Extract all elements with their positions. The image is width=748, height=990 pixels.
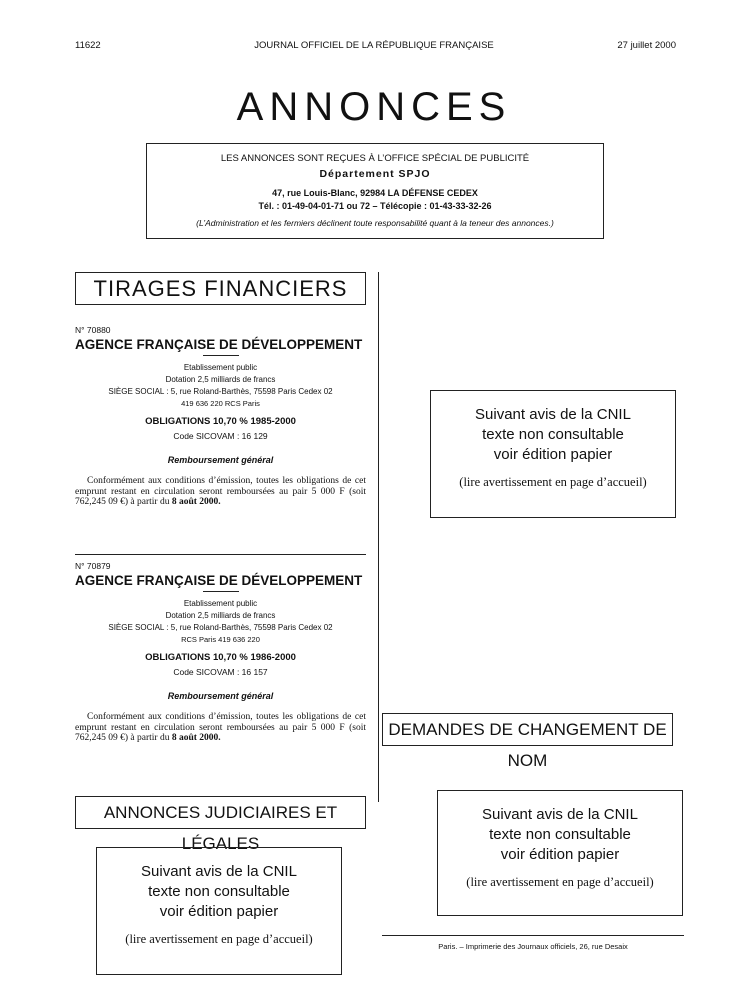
notice-box [146,143,604,239]
notice-address: 47, rue Louis-Blanc, 92984 LA DÉFENSE CEDEX [272,188,478,198]
entry-obligations: OBLIGATIONS 10,70 % 1986-2000 [145,652,296,663]
entry-agency: AGENCE FRANÇAISE DE DÉVELOPPEMENT [75,337,363,352]
entry-agency: AGENCE FRANÇAISE DE DÉVELOPPEMENT [75,573,363,588]
entry-body [75,712,366,744]
cnil-line-1: Suivant avis de la CNIL [482,806,638,823]
entry-body-text: Conformément aux conditions d’émission, toutes les obligations de cet emprunt restant en circulation seront remboursées au pair 5 000 F (soit 762,245 09 €) à partir du [75,476,366,507]
entry-number: N° 70879 [75,561,111,571]
cnil-note: (lire avertissement en page d’accueil) [125,932,313,946]
entry-dotation: Dotation 2,5 milliards de francs [165,611,276,620]
entry-rcs: RCS Paris 419 636 220 [181,635,260,644]
entry-remboursement: Remboursement général [167,455,274,465]
entry-rule [203,591,239,592]
cnil-notice-box [430,390,676,518]
announcement-entry [75,325,366,508]
entry-remboursement: Remboursement général [167,691,274,701]
entry-rule [203,355,239,356]
notice-department: Département SPJO [319,168,431,180]
page-number: 11622 [75,40,101,51]
notice-disclaimer: (L’Administration et les fermiers déclinent toute responsabilité quant à la teneur des annonces.) [196,218,554,228]
section-tirages-financiers: TIRAGES FINANCIERS [75,272,366,305]
entry-separator [75,554,366,555]
cnil-line-2: texte non consultable [489,826,631,843]
issue-date: 27 juillet 2000 [617,40,676,51]
entry-number: N° 70880 [75,325,111,335]
entry-body-date: 8 août 2000. [171,497,221,507]
cnil-line-3: voir édition papier [159,903,279,920]
cnil-note: (lire avertissement en page d’accueil) [459,475,647,489]
notice-phone: Tél. : 01-49-04-01-71 ou 72 – Télécopie : 01-43-33-32-26 [258,201,492,211]
entry-code: Code SICOVAM : 16 129 [173,431,268,441]
section-annonces-judiciaires: ANNONCES JUDICIAIRES ET LÉGALES [75,796,366,829]
cnil-line-1: Suivant avis de la CNIL [475,406,631,423]
cnil-line-3: voir édition papier [493,446,613,463]
entry-status: Etablissement public [183,363,258,372]
entry-status: Etablissement public [183,599,258,608]
notice-line-1: LES ANNONCES SONT REÇUES À L’OFFICE SPÉCIAL DE PUBLICITÉ [220,153,530,164]
cnil-notice-box [437,790,683,916]
cnil-notice-box [96,847,342,975]
section-demandes-changement-nom: DEMANDES DE CHANGEMENT DE NOM [382,713,673,746]
entry-body-date: 8 août 2000. [171,733,221,743]
page-title: ANNONCES [236,85,512,129]
entry-code: Code SICOVAM : 16 157 [173,667,268,677]
footer-rule [382,935,684,936]
entry-dotation: Dotation 2,5 milliards de francs [165,375,276,384]
journal-title: JOURNAL OFFICIEL DE LA RÉPUBLIQUE FRANÇAISE [254,40,494,51]
entry-body [75,476,366,508]
entry-rcs: 419 636 220 RCS Paris [181,399,260,408]
cnil-line-3: voir édition papier [500,846,620,863]
entry-siege: SIÈGE SOCIAL : 5, rue Roland-Barthès, 75598 Paris Cedex 02 [108,623,333,632]
printer-imprint: Paris. – Imprimerie des Journaux officiels, 26, rue Desaix [438,942,628,951]
entry-body-text: Conformément aux conditions d’émission, toutes les obligations de cet emprunt restant en circulation seront remboursées au pair 5 000 F (soit 762,245 09 €) à partir du [75,712,366,743]
cnil-line-1: Suivant avis de la CNIL [141,863,297,880]
cnil-line-2: texte non consultable [482,426,624,443]
cnil-line-2: texte non consultable [148,883,290,900]
column-divider [378,272,379,802]
entry-obligations: OBLIGATIONS 10,70 % 1985-2000 [145,416,296,427]
cnil-note: (lire avertissement en page d’accueil) [466,875,654,889]
announcement-entry [75,561,366,744]
entry-siege: SIÈGE SOCIAL : 5, rue Roland-Barthès, 75598 Paris Cedex 02 [108,387,333,396]
